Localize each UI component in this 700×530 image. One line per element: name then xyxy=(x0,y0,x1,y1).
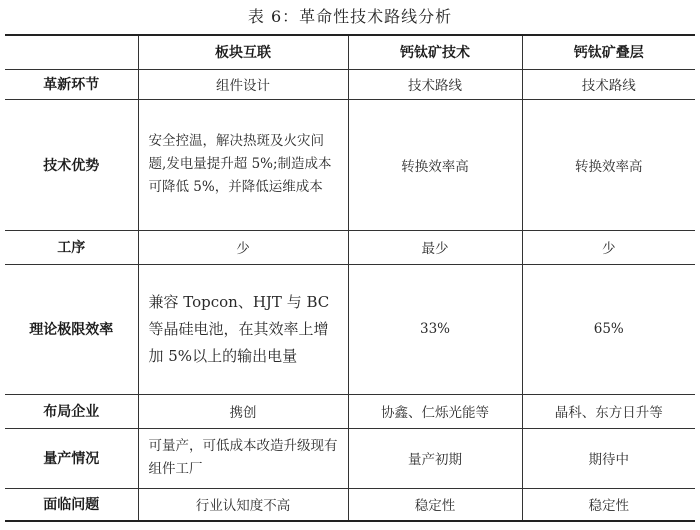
header-row xyxy=(5,35,695,69)
table-cell: 晶科、东方日升等 xyxy=(522,394,695,428)
table-cell: 安全控温，解决热斑及火灾问题,发电量提升超 5%;制造成本可降低 5%，并降低运维成本 xyxy=(138,99,348,230)
table-cell: 稳定性 xyxy=(522,488,695,521)
column-header-perovskite: 钙钛矿技术 xyxy=(348,35,522,69)
row-header: 工序 xyxy=(5,230,138,264)
table-cell: 转换效率高 xyxy=(522,99,695,230)
row-header: 布局企业 xyxy=(5,394,138,428)
column-header-perovskite-tandem: 钙钛矿叠层 xyxy=(522,35,695,69)
table-row xyxy=(5,394,695,428)
table-cell: 最少 xyxy=(348,230,522,264)
table-cell: 携创 xyxy=(138,394,348,428)
table-row xyxy=(5,230,695,264)
table-row xyxy=(5,69,695,99)
table-cell: 兼容 Topcon、HJT 与 BC 等晶硅电池，在其效率上增加 5%以上的输出电量 xyxy=(138,264,348,394)
analysis-table xyxy=(5,34,695,522)
row-header: 理论极限效率 xyxy=(5,264,138,394)
table-row xyxy=(5,264,695,394)
table-cell: 技术路线 xyxy=(348,69,522,99)
table-cell: 技术路线 xyxy=(522,69,695,99)
table-cell: 稳定性 xyxy=(348,488,522,521)
table-cell: 组件设计 xyxy=(138,69,348,99)
table-row xyxy=(5,428,695,488)
table-cell: 少 xyxy=(522,230,695,264)
row-header: 技术优势 xyxy=(5,99,138,230)
table-cell: 转换效率高 xyxy=(348,99,522,230)
table-cell: 协鑫、仁烁光能等 xyxy=(348,394,522,428)
row-header: 革新环节 xyxy=(5,69,138,99)
table-cell: 少 xyxy=(138,230,348,264)
table-row xyxy=(5,99,695,230)
table-cell: 期待中 xyxy=(522,428,695,488)
table-cell: 可量产，可低成本改造升级现有组件工厂 xyxy=(138,428,348,488)
table-cell: 65% xyxy=(522,264,695,394)
table-cell: 行业认知度不高 xyxy=(138,488,348,521)
corner-cell xyxy=(5,35,138,69)
table-cell: 33% xyxy=(348,264,522,394)
column-header-board-interconnect: 板块互联 xyxy=(138,35,348,69)
table-cell: 量产初期 xyxy=(348,428,522,488)
row-header: 量产情况 xyxy=(5,428,138,488)
table-title: 表 6：革命性技术路线分析 xyxy=(247,7,453,26)
table-row xyxy=(5,488,695,521)
row-header: 面临问题 xyxy=(5,488,138,521)
